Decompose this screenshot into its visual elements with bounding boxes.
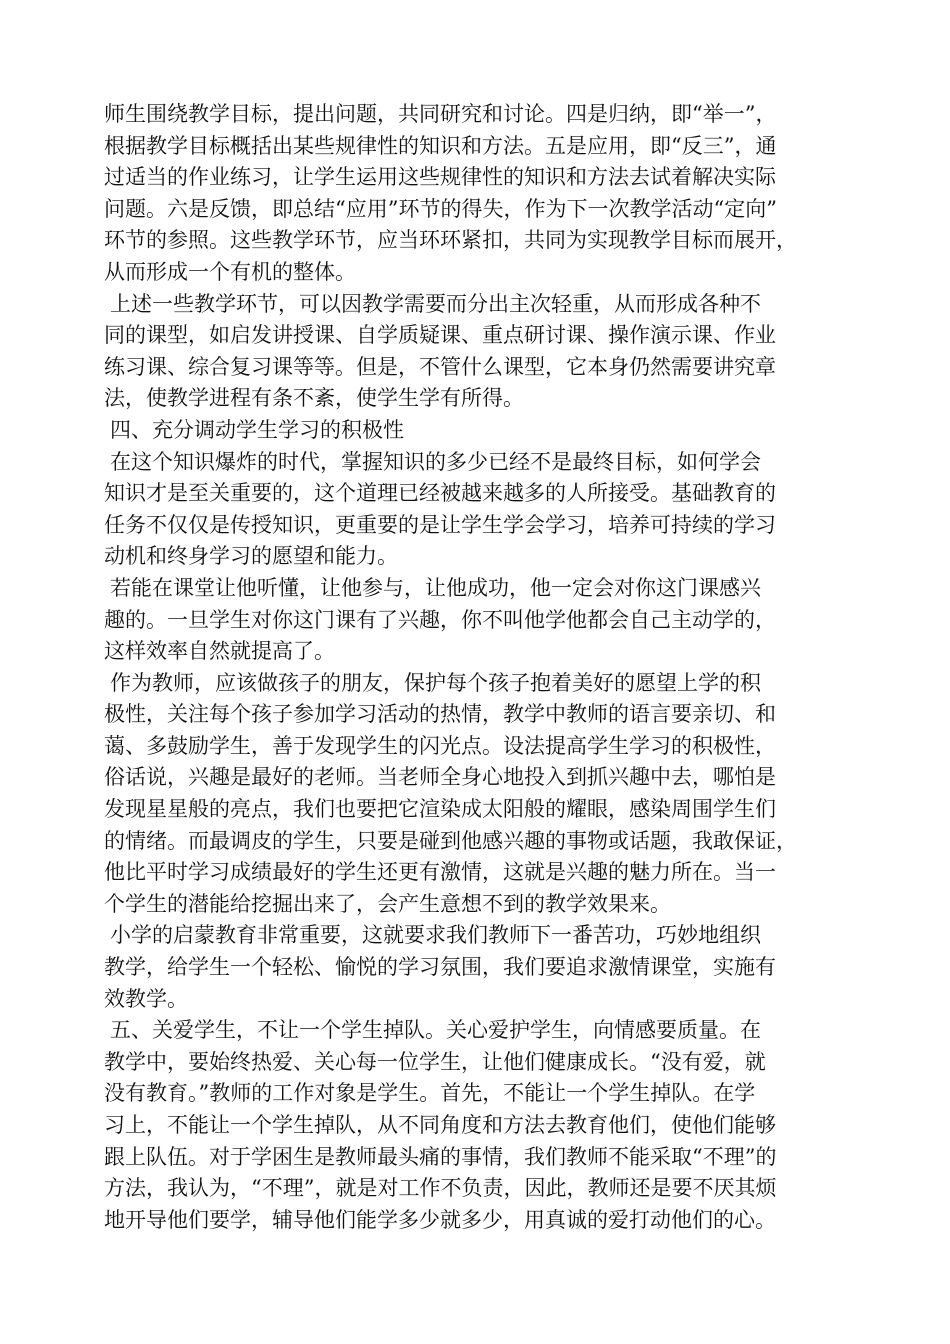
- text-line: 知识才是至关重要的，这个道理已经被越来越多的人所接受。基础教育的: [104, 481, 776, 506]
- text-line: 发现星星般的亮点，我们也要把它渲染成太阳般的耀眼，感染周围学生们: [104, 797, 776, 822]
- text-line: 效教学。: [104, 986, 188, 1011]
- text-line: 过适当的作业练习，让学生运用这些规律性的知识和方法去试着解决实际: [104, 165, 776, 190]
- text-line: 个学生的潜能给挖掘出来了，会产生意想不到的教学效果来。: [104, 891, 671, 916]
- paragraph-start-line: 小学的启蒙教育非常重要，这就要求我们教师下一番苦功，巧妙地组织: [110, 923, 761, 948]
- text-line: 极性，关注每个孩子参加学习活动的热情，教学中教师的语言要亲切、和: [104, 702, 776, 727]
- text-line: 趣的。一旦学生对你这门课有了兴趣，你不叫他学他都会自己主动学的，: [104, 607, 776, 632]
- text-line: 方法，我认为，“不理”，就是对工作不负责，因此，教师还是要不厌其烦: [104, 1176, 777, 1201]
- text-line: 教学，给学生一个轻松、愉悦的学习氛围，我们要追求激情课堂，实施有: [104, 955, 776, 980]
- text-line: 没有教育。”教师的工作对象是学生。首先，不能让一个学生掉队。在学: [104, 1081, 756, 1106]
- paragraph-start-line: 作为教师，应该做孩子的朋友，保护每个孩子抱着美好的愿望上学的积: [110, 670, 761, 695]
- text-line: 俗话说，兴趣是最好的老师。当老师全身心地投入到抓兴趣中去，哪怕是: [104, 765, 776, 790]
- text-line: 环节的参照。这些教学环节，应当环环紧扣，共同为实现教学目标而展开，: [104, 228, 797, 253]
- text-line: 任务不仅仅是传授知识，更重要的是让学生学会学习，培养可持续的学习: [104, 512, 776, 537]
- text-line: 问题。六是反馈，即总结“应用”环节的得失，作为下一次教学活动“定向”: [104, 196, 777, 221]
- text-line: 跟上队伍。对于学困生是教师最头痛的事情，我们教师不能采取“不理”的: [104, 1144, 777, 1169]
- paragraph-start-line: 上述一些教学环节，可以因教学需要而分出主次轻重，从而形成各种不: [110, 291, 761, 316]
- section-heading: 四、充分调动学生学习的积极性: [110, 417, 404, 442]
- text-line: 的情绪。而最调皮的学生，只要是碰到他感兴趣的事物或话题，我敢保证，: [104, 828, 797, 853]
- text-line: 教学中，要始终热爱、关心每一位学生，让他们健康成长。“没有爱，就: [104, 1049, 766, 1074]
- paragraph-start-line: 在这个知识爆炸的时代，掌握知识的多少已经不是最终目标，如何学会: [110, 449, 761, 474]
- paragraph-start-line: 若能在课堂让他听懂，让他参与，让他成功，他一定会对你这门课感兴: [110, 575, 761, 600]
- text-line: 他比平时学习成绩最好的学生还更有激情，这就是兴趣的魅力所在。当一: [104, 860, 776, 885]
- text-line: 练习课、综合复习课等等。但是，不管什么课型，它本身仍然需要讲究章: [104, 354, 776, 379]
- text-line: 这样效率自然就提高了。: [104, 639, 335, 664]
- text-line: 师生围绕教学目标，提出问题，共同研究和讨论。四是归纳，即“举一”，: [104, 102, 777, 126]
- text-line: 动机和终身学习的愿望和能力。: [104, 544, 398, 569]
- text-line: 同的课型，如启发讲授课、自学质疑课、重点研讨课、操作演示课、作业: [104, 323, 776, 348]
- text-line: 地开导他们要学，辅导他们能学多少就多少，用真诚的爱打动他们的心。: [104, 1207, 776, 1232]
- text-line: 蔼、多鼓励学生，善于发现学生的闪光点。设法提高学生学习的积极性，: [104, 733, 776, 758]
- document-body: [104, 99, 864, 1236]
- section-heading: 五、关爱学生，不让一个学生掉队。关心爱护学生，向情感要质量。在: [110, 1018, 761, 1043]
- text-line: 法，使教学进程有条不紊，使学生学有所得。: [104, 386, 524, 411]
- text-line: 从而形成一个有机的整体。: [104, 259, 356, 284]
- text-line: 根据教学目标概括出某些规律性的知识和方法。五是应用，即“反三”，通: [104, 133, 777, 158]
- text-line: 习上，不能让一个学生掉队，从不同角度和方法去教育他们，使他们能够: [104, 1113, 776, 1137]
